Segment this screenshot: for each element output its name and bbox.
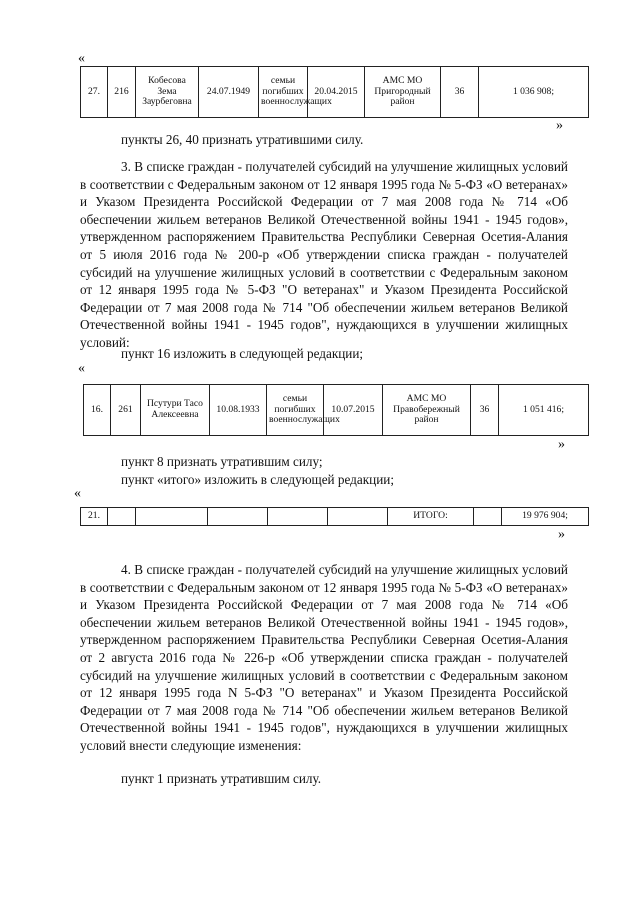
section-4-text: 4. В списке граждан - получателей субсидий на улучшение жилищных условий в соответствии с Федеральным законом от 12 января 1995 года № 5-ФЗ «О ветеранах» и Указом Президента Российской Федерации от 7 мая 2008 года № 714 «Об обеспечении жильем ветеранов Великой Отечественной войны 1941 - 1945 годов», утвержденном распоряжением Правительства Республики Северная Осетия-Алания от 2 августа 2016 года № 226-р «Об утверждении списка граждан - получателей субсидий на улучшение жилищных условий в соответствии с Федеральным законом от 12 января 1995 года N 5-ФЗ "О ветеранах" и Указом Президента Российской Федерации от 7 мая 2008 года № 714 "Об обеспечении жильем ветеранов Великой Отечественной войны 1941 - 1945 годов", нуждающихся в улучшении жилищных условий внести следующие изменения:	[80, 562, 568, 753]
close-quote: »	[558, 437, 565, 452]
cell-name: Кобесова Зема Заурбеговна	[136, 67, 199, 118]
close-quote: »	[558, 527, 565, 542]
cell-amount: 1 051 416;	[499, 385, 589, 436]
cell-category: семьи погибших военнослужащих	[259, 67, 308, 118]
cell-area: 36	[471, 385, 499, 436]
open-quote: «	[74, 486, 81, 501]
cell-birth-date: 10.08.1933	[210, 385, 267, 436]
cell-empty	[268, 508, 328, 526]
total-table	[80, 507, 589, 526]
cell-category: семьи погибших военнослужащих	[267, 385, 324, 436]
cell-empty	[328, 508, 388, 526]
cell-code: 216	[108, 67, 136, 118]
cell-empty	[108, 508, 136, 526]
table-row	[81, 508, 589, 526]
section-3-text: 3. В списке граждан - получателей субсидий на улучшение жилищных условий в соответствии с Федеральным законом от 12 января 1995 года № 5-ФЗ «О ветеранах» и Указом Президента Российской Федерации от 7 мая 2008 года № 714 «Об обеспечении жильем ветеранов Великой Отечественной войны 1941 - 1945 годов», утвержденном распоряжением Правительства Республики Северная Осетия-Алания от 5 июля 2016 года № 200-р «Об утверждении списка граждан - получателей субсидий на улучшение жилищных условий в соответствии с Федеральным законом от 12 января 1995 года № 5-ФЗ "О ветеранах" и Указом Президента Российской Федерации от 7 мая 2008 года № 714 "Об обеспечении жильем ветеранов Великой Отечественной войны 1941 - 1945 годов", нуждающихся в улучшении жилищных условий:	[80, 159, 568, 350]
cell-number: 27.	[81, 67, 108, 118]
cell-district: АМС МО Пригородный район	[365, 67, 441, 118]
cell-code: 261	[111, 385, 141, 436]
cell-birth-date: 24.07.1949	[199, 67, 259, 118]
paragraph-point-8: пункт 8 признать утратившим силу;	[121, 454, 323, 469]
cell-number: 16.	[84, 385, 111, 436]
cell-total-amount: 19 976 904;	[502, 508, 589, 526]
table-row	[81, 67, 589, 118]
cell-date: 10.07.2015	[324, 385, 383, 436]
recipient-table-27	[80, 66, 589, 118]
cell-total-label: ИТОГО:	[388, 508, 474, 526]
paragraph-point-total: пункт «итого» изложить в следующей редакции;	[121, 472, 394, 487]
open-quote: «	[78, 361, 85, 376]
cell-amount: 1 036 908;	[479, 67, 589, 118]
cell-empty	[136, 508, 208, 526]
paragraph-point-16: пункт 16 изложить в следующей редакции;	[121, 346, 364, 361]
open-quote: «	[78, 51, 85, 66]
recipient-table-16	[83, 384, 589, 436]
cell-number: 21.	[81, 508, 108, 526]
paragraph-points-26-40: пункты 26, 40 признать утратившими силу.	[121, 132, 364, 147]
cell-empty	[474, 508, 502, 526]
cell-date: 20.04.2015	[308, 67, 365, 118]
cell-district: АМС МО Правобережный район	[383, 385, 471, 436]
table-row	[84, 385, 589, 436]
cell-area: 36	[441, 67, 479, 118]
close-quote: »	[556, 118, 563, 133]
paragraph-point-1: пункт 1 признать утратившим силу.	[121, 771, 322, 786]
cell-name: Псутури Тасо Алексеевна	[141, 385, 210, 436]
cell-empty	[208, 508, 268, 526]
